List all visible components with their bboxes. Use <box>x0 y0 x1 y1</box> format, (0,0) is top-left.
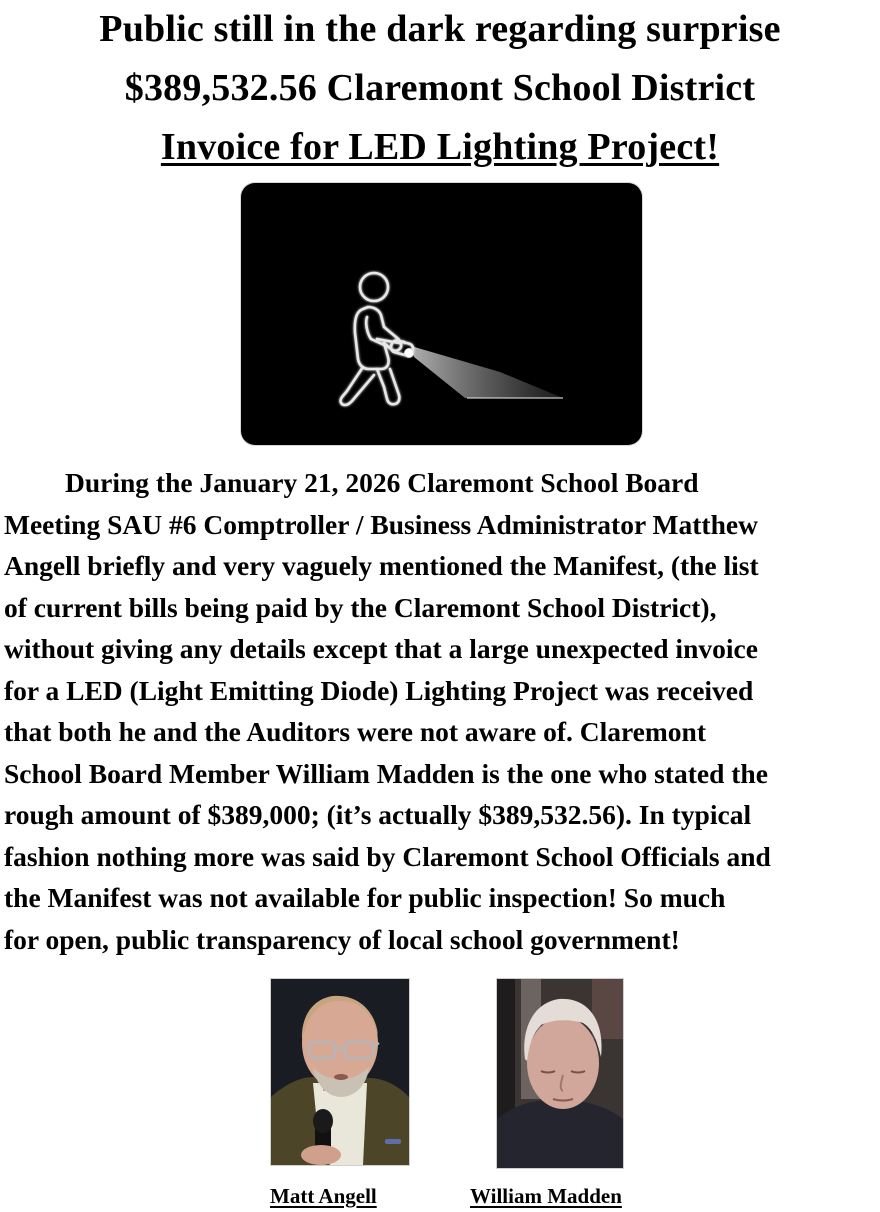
article-line: the Manifest was not available for public inspection! So much <box>4 882 726 913</box>
article-line: fashion nothing more was said by Claremont School Officials and <box>4 840 771 872</box>
article-line: without giving any details except that a large unexpected invoice <box>4 633 758 664</box>
portrait-william-madden <box>497 979 623 1168</box>
article-line: During the January 21, 2026 Claremont School Board <box>65 467 699 498</box>
figure-head <box>360 273 388 301</box>
person-with-flashlight-icon <box>241 183 642 445</box>
headline <box>0 0 880 177</box>
figure-front-leg <box>377 369 399 404</box>
caption-matt-angell: Matt Angell <box>270 1184 377 1208</box>
article-line: Angell briefly and very vaguely mentioned the Manifest, (the list <box>4 550 759 581</box>
figure-back-leg <box>341 367 374 405</box>
photo-matt-angell <box>270 978 410 1166</box>
caption-william-madden: William Madden <box>470 1184 622 1208</box>
article-line: for open, public transparency of local school government! <box>4 923 680 955</box>
article-line: Meeting SAU #6 Comptroller / Business Administrator Matthew <box>4 508 758 540</box>
article-line: for a LED (Light Emitting Diode) Lighting Project was received <box>4 674 754 706</box>
headline-line-1: Public still in the dark regarding surprise <box>99 8 781 50</box>
headline-line-3: Invoice for LED Lighting Project! <box>160 126 720 168</box>
flashlight-illustration <box>241 183 642 445</box>
portrait-matt-angell <box>271 979 409 1165</box>
light-beam <box>411 346 563 398</box>
article-line: School Board Member William Madden is the one who stated the <box>4 757 768 789</box>
article-line: of current bills being paid by the Claremont School District), <box>4 591 717 623</box>
article-line: rough amount of $389,000; (it’s actually $389,532.56). In typical <box>4 799 752 830</box>
photo-william-madden <box>496 978 624 1169</box>
article-line: that both he and the Auditors were not aware of. Claremont <box>4 716 707 747</box>
headline-line-2: $389,532.56 Claremont School District <box>124 67 756 109</box>
article-paragraph <box>4 462 880 960</box>
